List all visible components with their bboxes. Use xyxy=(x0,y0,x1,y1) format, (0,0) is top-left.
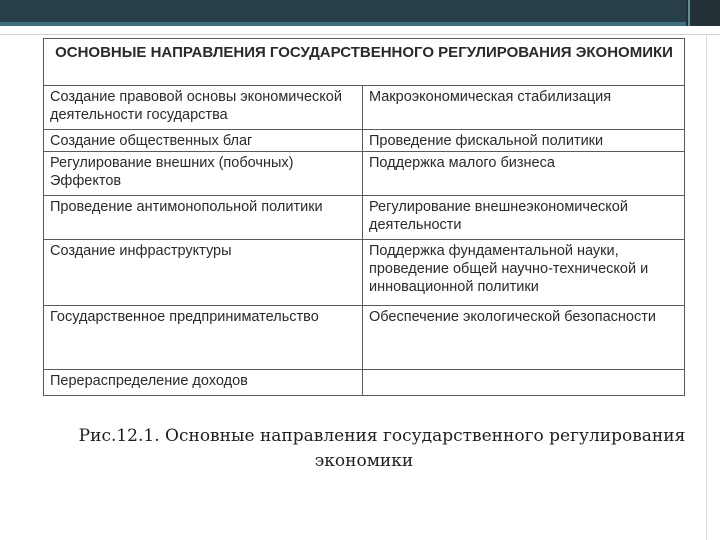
table-cell-right: Поддержка фундаментальной науки, проведение общей научно-технической и инновационной политики xyxy=(363,240,685,306)
figure-caption xyxy=(0,424,720,474)
table-cell-right: Макроэкономическая стабилизация xyxy=(363,86,685,130)
slide-corner-decoration xyxy=(686,0,720,26)
table-cell-left: Создание правовой основы экономической деятельности государства xyxy=(44,86,363,130)
table-cell-left: Проведение антимонопольной политики xyxy=(44,196,363,240)
regulation-table xyxy=(43,38,685,396)
table-row xyxy=(44,130,685,152)
table-row xyxy=(44,306,685,370)
slide-divider-line xyxy=(0,34,720,35)
table-title: ОСНОВНЫЕ НАПРАВЛЕНИЯ ГОСУДАРСТВЕННОГО РЕГУЛИРОВАНИЯ ЭКОНОМИКИ xyxy=(44,39,685,86)
regulation-table-container xyxy=(43,38,684,408)
table-cell-right: Проведение фискальной политики xyxy=(363,130,685,152)
table-row xyxy=(44,86,685,130)
slide-top-stripe xyxy=(0,22,720,26)
table-cell-left: Государственное предпринимательство xyxy=(44,306,363,370)
table-row xyxy=(44,240,685,306)
slide-top-bar xyxy=(0,0,720,22)
table-cell-right xyxy=(363,370,685,396)
slide-corner-line xyxy=(688,0,690,26)
table-cell-left: Создание общественных благ xyxy=(44,130,363,152)
table-row xyxy=(44,152,685,196)
table-cell-right: Регулирование внешнеэкономической деятельности xyxy=(363,196,685,240)
table-cell-right: Обеспечение экологической безопасности xyxy=(363,306,685,370)
figure-caption-line1: Рис.12.1. Основные направления государственного регулирования xyxy=(78,426,686,446)
table-cell-left: Создание инфраструктуры xyxy=(44,240,363,306)
table-row xyxy=(44,196,685,240)
figure-caption-line2: экономики xyxy=(314,451,414,471)
table-row xyxy=(44,370,685,396)
table-cell-right: Поддержка малого бизнеса xyxy=(363,152,685,196)
table-cell-left: Регулирование внешних (побочных) Эффектов xyxy=(44,152,363,196)
table-cell-left: Перераспределение доходов xyxy=(44,370,363,396)
